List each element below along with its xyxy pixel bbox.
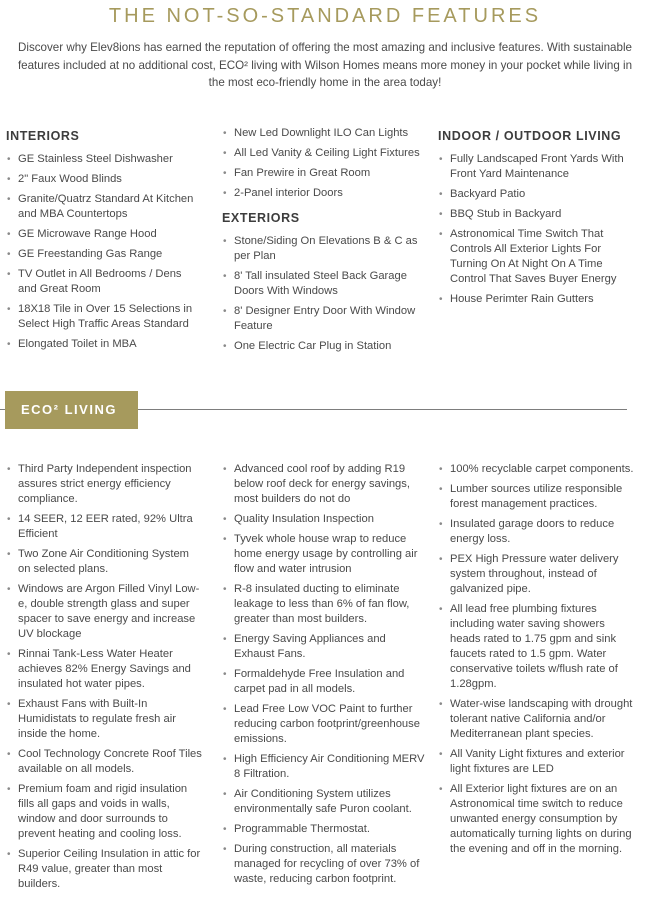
list-item: • Formaldehyde Free Insulation and carpet pad in all models. — [222, 667, 427, 697]
indoor-outdoor-heading: INDOOR / OUTDOOR LIVING — [438, 129, 622, 143]
list-item: • All Led Vanity & Ceiling Light Fixtures — [222, 146, 422, 161]
list-item: • Superior Ceiling Insulation in attic for R49 value, greater than most builders. — [6, 847, 202, 892]
list-item: • High Efficiency Air Conditioning MERV 8 Filtration. — [222, 752, 427, 782]
list-item: • Astronomical Time Switch That Controls All Exterior Lights For Turning On At Night On A Time Control That Saves Buyer Energy — [438, 227, 628, 287]
list-item: • PEX High Pressure water delivery system throughout, instead of galvanized pipe. — [438, 552, 638, 597]
list-item: • Third Party Independent inspection assures strict energy efficiency compliance. — [6, 462, 202, 507]
eco-list-3 — [438, 462, 638, 857]
list-item: • Lumber sources utilize responsible forest management practices. — [438, 482, 638, 512]
exteriors-list — [222, 234, 422, 354]
list-item: • Air Conditioning System utilizes environmentally safe Puron coolant. — [222, 787, 427, 817]
list-item: • BBQ Stub in Backyard — [438, 207, 628, 222]
list-item: • R-8 insulated ducting to eliminate leakage to less than 6% of fan flow, greater than most builders. — [222, 582, 427, 627]
list-item: • Quality Insulation Inspection — [222, 512, 427, 527]
indoor-outdoor-section — [438, 129, 628, 312]
list-item: • Two Zone Air Conditioning System on selected plans. — [6, 547, 202, 577]
list-item: • New Led Downlight ILO Can Lights — [222, 126, 422, 141]
list-item: • During construction, all materials managed for recycling of over 73% of waste, reducing carbon footprint. — [222, 842, 427, 887]
interiors-list — [6, 152, 198, 352]
list-item: • Cool Technology Concrete Roof Tiles available on all models. — [6, 747, 202, 777]
list-item: • TV Outlet in All Bedrooms / Dens and Great Room — [6, 267, 198, 297]
list-item: • Backyard Patio — [438, 187, 628, 202]
list-item: • One Electric Car Plug in Station — [222, 339, 422, 354]
list-item: • Advanced cool roof by adding R19 below roof deck for energy savings, most builders do not do — [222, 462, 427, 507]
list-item: • Rinnai Tank-Less Water Heater achieves 82% Energy Savings and insulated hot water pipes. — [6, 647, 202, 692]
list-item: • 14 SEER, 12 EER rated, 92% Ultra Efficient — [6, 512, 202, 542]
list-item: • All Vanity Light fixtures and exterior light fixtures are LED — [438, 747, 638, 777]
list-item: • 100% recyclable carpet components. — [438, 462, 638, 477]
eco-column-2 — [222, 462, 427, 892]
list-item: • All lead free plumbing fixtures including water saving showers heads rated to 1.75 gpm and sink faucets rated to 1.5 gpm. Water conservative toilets w/flush rate of 1.28gpm. — [438, 602, 638, 692]
list-item: • GE Freestanding Gas Range — [6, 247, 198, 262]
interiors-heading: INTERIORS — [6, 129, 80, 143]
list-item: • Fully Landscaped Front Yards With Front Yard Maintenance — [438, 152, 628, 182]
list-item: • 18X18 Tile in Over 15 Selections in Select High Traffic Areas Standard — [6, 302, 198, 332]
list-item: • Granite/Quatrz Standard At Kitchen and MBA Countertops — [6, 192, 198, 222]
eco-list-2 — [222, 462, 427, 887]
eco-column-3 — [438, 462, 638, 862]
middle-feature-column — [222, 126, 422, 359]
indoor-outdoor-list — [438, 152, 628, 307]
list-item: • Premium foam and rigid insulation fills all gaps and voids in walls, window and door surrounds to prevent heating and cooling loss. — [6, 782, 202, 842]
list-item: • All Exterior light fixtures are on an Astronomical time switch to reduce unwanted energy consumption by automatically turning lights on during the evening and off in the morning. — [438, 782, 638, 857]
list-item: • Stone/Siding On Elevations B & C as per Plan — [222, 234, 422, 264]
list-item: • Programmable Thermostat. — [222, 822, 427, 837]
eco-column-1 — [6, 462, 202, 897]
exteriors-heading: EXTERIORS — [222, 211, 300, 225]
list-item: • Lead Free Low VOC Paint to further reducing carbon footprint/greenhouse emissions. — [222, 702, 427, 747]
page-title: THE NOT-SO-STANDARD FEATURES — [108, 5, 542, 27]
list-item: • 2" Faux Wood Blinds — [6, 172, 198, 187]
list-item: • Elongated Toilet in MBA — [6, 337, 198, 352]
list-item: • Tyvek whole house wrap to reduce home energy usage by controlling air flow and water intrusion — [222, 532, 427, 577]
list-item: • Windows are Argon Filled Vinyl Low-e, double strength glass and super spacer to save energy and increase UV blockage — [6, 582, 202, 642]
interiors-section — [6, 129, 198, 357]
list-item: • Water-wise landscaping with drought tolerant native California and/or Mediterranean plant species. — [438, 697, 638, 742]
list-item: • Exhaust Fans with Built-In Humidistats to regulate fresh air inside the home. — [6, 697, 202, 742]
list-item: • Fan Prewire in Great Room — [222, 166, 422, 181]
list-item: • GE Stainless Steel Dishwasher — [6, 152, 198, 167]
list-item: • Energy Saving Appliances and Exhaust Fans. — [222, 632, 427, 662]
list-item: • 8' Tall insulated Steel Back Garage Doors With Windows — [222, 269, 422, 299]
list-item: • 8' Designer Entry Door With Window Feature — [222, 304, 422, 334]
eco-list-1 — [6, 462, 202, 892]
list-item: • GE Microwave Range Hood — [6, 227, 198, 242]
list-item: • 2-Panel interior Doors — [222, 186, 422, 201]
intro-paragraph: Discover why Elev8ions has earned the reputation of offering the most amazing and inclusive features. With sustainable features included at no additional cost, ECO² living with Wilson Homes means more money in your pocket while living in the most eco-friendly home in the area today! — [17, 41, 633, 89]
eco-living-banner: ECO² LIVING — [5, 391, 138, 429]
list-item: • Insulated garage doors to reduce energy loss. — [438, 517, 638, 547]
interiors-cont-list — [222, 126, 422, 201]
list-item: • House Perimter Rain Gutters — [438, 292, 628, 307]
